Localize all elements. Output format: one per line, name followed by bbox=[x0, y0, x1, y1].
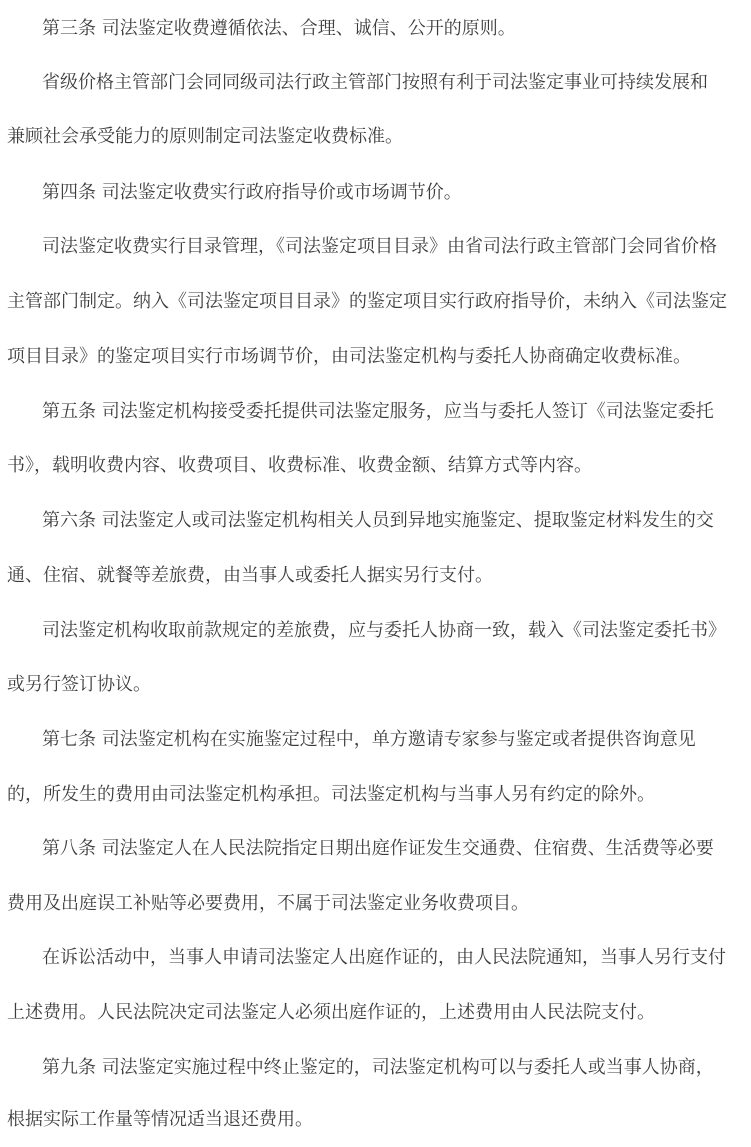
article-3-line-1: 第三条 司法鉴定收费遵循依法、合理、诚信、公开的原则。 bbox=[42, 18, 516, 39]
article-5-line-1: 第五条 司法鉴定机构接受委托提供司法鉴定服务，应当与委托人签订《司法鉴定委托 bbox=[42, 401, 714, 422]
paragraph-line: 主管部门制定。纳入《司法鉴定项目目录》的鉴定项目实行政府指导价，未纳入《司法鉴定 bbox=[7, 291, 727, 312]
paragraph-line: 上述费用。人民法院决定司法鉴定人必须出庭作证的，上述费用由人民法院支付。 bbox=[7, 1002, 655, 1023]
article-7-line-1: 第七条 司法鉴定机构在实施鉴定过程中，单方邀请专家参与鉴定或者提供咨询意见 bbox=[42, 729, 696, 750]
article-4-line-1: 第四条 司法鉴定收费实行政府指导价或市场调节价。 bbox=[42, 182, 462, 203]
paragraph-line: 书》，载明收费内容、收费项目、收费标准、收费金额、结算方式等内容。 bbox=[7, 455, 592, 476]
paragraph-line: 兼顾社会承受能力的原则制定司法鉴定收费标准。 bbox=[7, 126, 403, 147]
article-6-line-1: 第六条 司法鉴定人或司法鉴定机构相关人员到异地实施鉴定、提取鉴定材料发生的交 bbox=[42, 510, 714, 531]
article-8-line-1: 第八条 司法鉴定人在人民法院指定日期出庭作证发生交通费、住宿费、生活费等必要 bbox=[42, 838, 714, 859]
paragraph-line: 费用及出庭误工补贴等必要费用，不属于司法鉴定业务收费项目。 bbox=[7, 893, 529, 914]
paragraph-line: 司法鉴定收费实行目录管理，《司法鉴定项目目录》由省司法行政主管部门会同省价格 bbox=[42, 236, 717, 257]
article-9-line-1: 第九条 司法鉴定实施过程中终止鉴定的，司法鉴定机构可以与委托人或当事人协商， bbox=[42, 1057, 714, 1078]
paragraph-line: 在诉讼活动中，当事人申请司法鉴定人出庭作证的，由人民法院通知，当事人另行支付 bbox=[42, 947, 726, 968]
paragraph-line: 司法鉴定机构收取前款规定的差旅费，应与委托人协商一致，载入《司法鉴定委托书》 bbox=[42, 620, 726, 641]
paragraph-line: 或另行签订协议。 bbox=[7, 674, 151, 695]
paragraph-line: 通、住宿、就餐等差旅费，由当事人或委托人据实另行支付。 bbox=[7, 565, 493, 586]
paragraph-line: 根据实际工作量等情况适当退还费用。 bbox=[7, 1109, 313, 1130]
paragraph-line: 的，所发生的费用由司法鉴定机构承担。司法鉴定机构与当事人另有约定的除外。 bbox=[7, 784, 655, 805]
paragraph-line: 项目目录》的鉴定项目实行市场调节价，由司法鉴定机构与委托人协商确定收费标准。 bbox=[7, 346, 691, 367]
paragraph-line: 省级价格主管部门会同同级司法行政主管部门按照有利于司法鉴定事业可持续发展和 bbox=[42, 72, 708, 93]
